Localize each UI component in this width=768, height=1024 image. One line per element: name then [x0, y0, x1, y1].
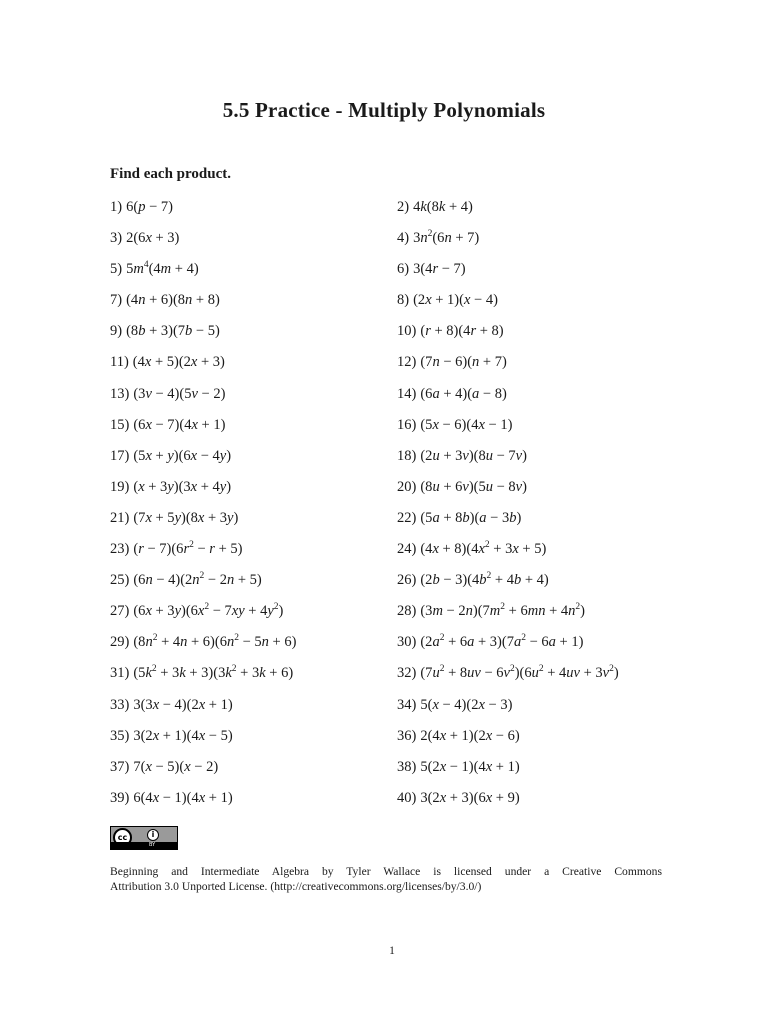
problem-expression: 3(3x − 4)(2x + 1) [133, 696, 233, 713]
problem-number: 34) [397, 696, 417, 713]
problem-expression: $(2b - 3)(4b^2 + 4b + 4)$ [420, 571, 549, 589]
problem-number: 10) [397, 323, 417, 340]
problem-number: 40) [397, 789, 417, 806]
problem-number: 12) [397, 354, 417, 371]
problem-number: 31) [110, 665, 130, 682]
problem-item [397, 290, 670, 321]
problem-expression: 5(x − 4)(2x − 3) [420, 696, 513, 713]
problem-expression: (r + 8)(4r + 8) [420, 323, 504, 340]
license-text [110, 864, 662, 894]
problem-expression: (7x + 5y)(8x + 3y) [133, 509, 239, 526]
problem-number: 32) [397, 665, 417, 682]
problem-expression: (7n − 6)(n + 7) [420, 354, 507, 371]
problem-number: 39) [110, 789, 130, 806]
problem-item [397, 632, 670, 663]
problem-expression: (x + 3y)(3x + 4y) [133, 478, 232, 495]
license-text-line-2: Attribution 3.0 Unported License. (http://creativecommons.org/licenses/by/3.0/) [110, 880, 482, 893]
problem-item [397, 384, 670, 415]
problem-item [397, 321, 670, 352]
problem-expression: (5x − 6)(4x − 1) [420, 416, 513, 433]
problem-item [397, 695, 670, 726]
problem-item [397, 197, 670, 228]
problem-item [397, 446, 670, 477]
problem-number: 1) [110, 199, 123, 215]
problem-number: 3) [110, 230, 123, 247]
problem-item [110, 259, 397, 290]
problem-item [397, 726, 670, 757]
problem-item [110, 228, 397, 259]
problem-item [110, 788, 397, 819]
problem-expression: $(4x + 8)(4x^2 + 3x + 5)$ [420, 540, 547, 558]
problem-number: 28) [397, 603, 417, 620]
problem-item [110, 508, 397, 539]
problem-number: 38) [397, 758, 417, 775]
problem-item [110, 726, 397, 757]
problem-item [110, 757, 397, 788]
problem-expression: (8b + 3)(7b − 5) [126, 323, 220, 340]
problem-expression: $(6x + 3y)(6x^2 - 7xy + 4y^2)$ [133, 602, 284, 620]
problem-expression: 2(6x + 3) [126, 230, 180, 247]
problem-expression: 6(4x − 1)(4x + 1) [133, 789, 233, 806]
problem-item [110, 446, 397, 477]
problem-list [110, 197, 670, 819]
problem-item [110, 570, 397, 601]
problem-number: 7) [110, 292, 123, 309]
problem-number: 33) [110, 696, 130, 713]
problem-number: 20) [397, 478, 417, 495]
problem-item [110, 290, 397, 321]
license-text-line-1: Beginning and Intermediate Algebra by Tyler Wallace is licensed under a Creative Commons [110, 865, 662, 878]
problem-expression: (2u + 3v)(8u − 7v) [420, 447, 527, 464]
problem-number: 13) [110, 385, 130, 402]
problem-item [110, 321, 397, 352]
problem-number: 2) [397, 199, 410, 215]
problem-number: 8) [397, 292, 410, 309]
problem-expression: $(2a^2 + 6a + 3)(7a^2 - 6a + 1)$ [420, 633, 584, 651]
problem-expression: $(8n^2 + 4n + 6)(6n^2 - 5n + 6)$ [133, 633, 297, 651]
instructions: Find each product. [110, 166, 231, 182]
problem-number: 18) [397, 447, 417, 464]
problem-expression: 6(p − 7) [126, 199, 173, 215]
problem-item [397, 477, 670, 508]
problem-expression: 4k(8k + 4) [413, 199, 473, 215]
problem-number: 14) [397, 385, 417, 402]
problem-expression: $(5k^2 + 3k + 3)(3k^2 + 3k + 6)$ [133, 664, 294, 682]
problem-item [397, 570, 670, 601]
page-number: 1 [389, 945, 395, 957]
problem-item [110, 539, 397, 570]
problem-item [397, 352, 670, 383]
problem-item [110, 695, 397, 726]
problem-item [397, 663, 670, 694]
problem-expression: (5a + 8b)(a − 3b) [420, 509, 522, 526]
problem-number: 22) [397, 509, 417, 526]
problem-number: 29) [110, 634, 130, 651]
problem-item [110, 477, 397, 508]
problem-number: 26) [397, 572, 417, 589]
problem-expression: (4x + 5)(2x + 3) [132, 354, 225, 371]
problem-number: 30) [397, 634, 417, 651]
problem-expression: (6a + 4)(a − 8) [420, 385, 507, 402]
problem-item [397, 539, 670, 570]
problem-number: 16) [397, 416, 417, 433]
problem-item [110, 601, 397, 632]
problem-item [110, 384, 397, 415]
problem-number: 27) [110, 603, 130, 620]
problem-number: 25) [110, 572, 130, 589]
problem-number: 35) [110, 727, 130, 744]
problem-expression: 5(2x − 1)(4x + 1) [420, 758, 520, 775]
badge-by-label: BY [149, 842, 156, 848]
problem-item [397, 508, 670, 539]
problem-item [397, 788, 670, 819]
problem-expression: $3n^2(6n + 7)$ [413, 229, 480, 247]
problem-expression: $(r - 7)(6r^2 - r + 5)$ [133, 540, 243, 558]
badge-bottom-band [111, 842, 177, 849]
problem-expression: 3(2x + 1)(4x − 5) [133, 727, 233, 744]
problem-number: 11) [110, 354, 129, 371]
problem-expression: 2(4x + 1)(2x − 6) [420, 727, 520, 744]
problem-number: 9) [110, 323, 123, 340]
problem-expression: (2x + 1)(x − 4) [413, 292, 498, 309]
problem-item [397, 601, 670, 632]
cc-icon: cc [113, 828, 132, 847]
problem-item [110, 197, 397, 228]
cc-by-license-badge [110, 826, 178, 850]
page-title: 5.5 Practice - Multiply Polynomials [222, 98, 546, 122]
problem-number: 21) [110, 509, 130, 526]
problem-expression: $(3m - 2n)(7m^2 + 6mn + 4n^2)$ [420, 602, 585, 620]
problem-number: 6) [397, 261, 410, 278]
problem-number: 37) [110, 758, 130, 775]
problem-number: 4) [397, 230, 410, 247]
problem-expression: (6x − 7)(4x + 1) [133, 416, 226, 433]
problem-number: 17) [110, 447, 130, 464]
problem-item [110, 663, 397, 694]
problem-item [397, 757, 670, 788]
attribution-person-icon: i [147, 829, 159, 841]
problem-item [110, 352, 397, 383]
problem-number: 15) [110, 416, 130, 433]
problem-expression: $(7u^2 + 8uv - 6v^2)(6u^2 + 4uv + 3v^2)$ [420, 664, 619, 682]
problem-expression: 3(2x + 3)(6x + 9) [420, 789, 520, 806]
problem-item [397, 259, 670, 290]
problem-expression: (5x + y)(6x − 4y) [133, 447, 232, 464]
problem-number: 23) [110, 541, 130, 558]
problem-expression: (3v − 4)(5v − 2) [133, 385, 226, 402]
problem-expression: 3(4r − 7) [413, 261, 466, 278]
problem-expression: 7(x − 5)(x − 2) [133, 758, 219, 775]
problem-item [110, 415, 397, 446]
problem-expression: $5m^4(4m + 4)$ [126, 260, 199, 278]
problem-item [397, 228, 670, 259]
problem-item [397, 415, 670, 446]
problem-expression: (8u + 6v)(5u − 8v) [420, 478, 527, 495]
problem-number: 36) [397, 727, 417, 744]
problem-number: 24) [397, 541, 417, 558]
problem-number: 19) [110, 478, 130, 495]
problem-item [110, 632, 397, 663]
problem-expression: $(6n - 4)(2n^2 - 2n + 5)$ [133, 571, 262, 589]
problem-number: 5) [110, 261, 123, 278]
problem-expression: (4n + 6)(8n + 8) [126, 292, 220, 309]
